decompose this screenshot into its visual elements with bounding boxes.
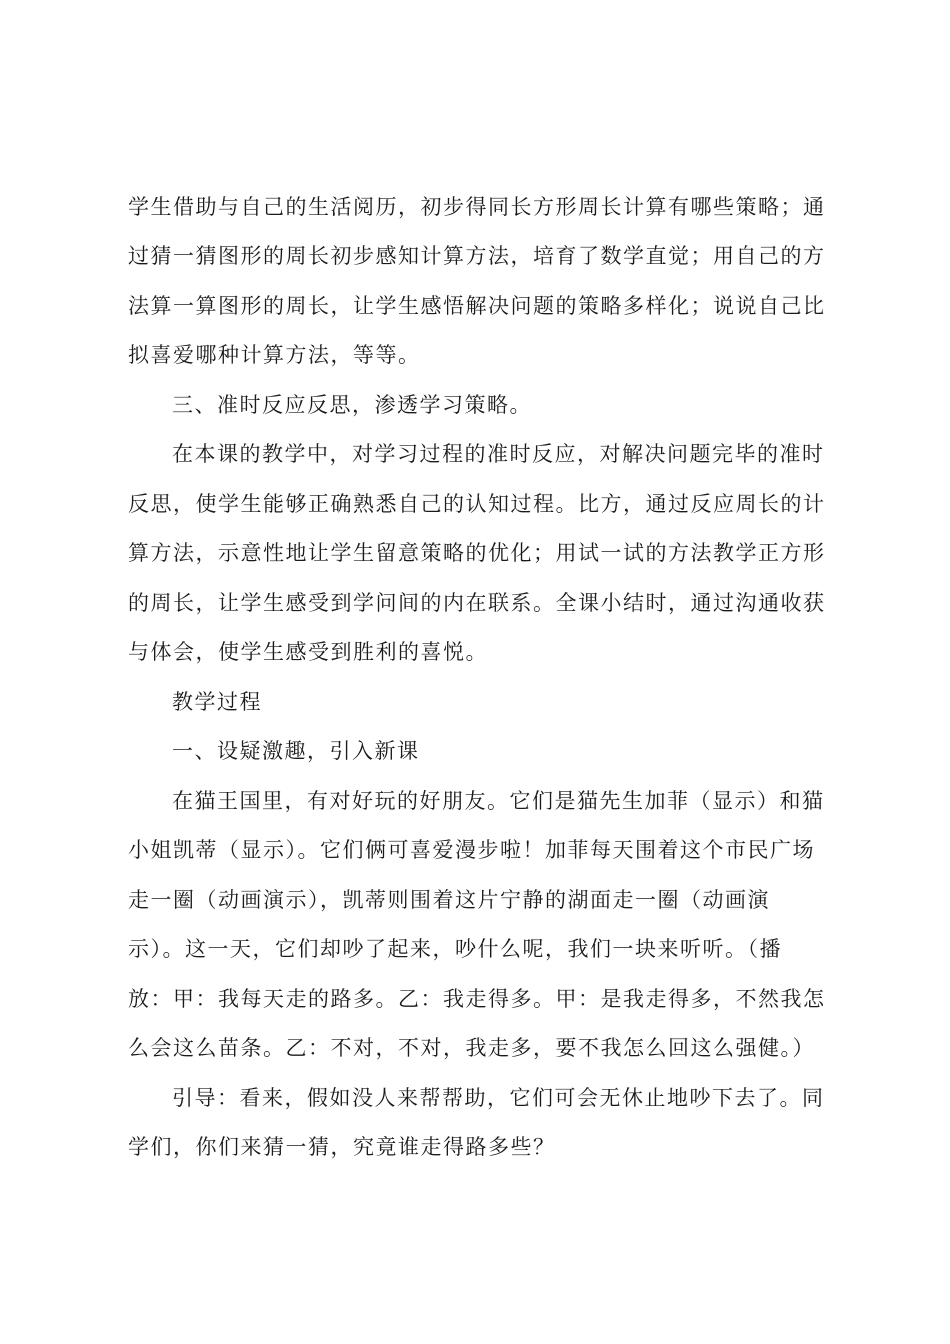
section-heading: 三、准时反应反思，渗透学习策略。 (172, 393, 532, 417)
paragraph-line: 法算一算图形的周长，让学生感悟解决问题的策略多样化；说说自己比 (128, 294, 826, 318)
paragraph-line: 学们，你们来猜一猜，究竟谁走得路多些？ (128, 1135, 556, 1159)
paragraph-line: 拟喜爱哪种计算方法，等等。 (128, 343, 421, 367)
section-heading: 教学过程 (172, 690, 262, 714)
section-heading: 一、设疑激趣，引入新课 (172, 739, 420, 763)
paragraph-line: 引导：看来，假如没人来帮帮助，它们可会无休止地吵下去了。同 (172, 1086, 825, 1110)
paragraph-line: 反思，使学生能够正确熟悉自己的认知过程。比方，通过反应周长的计 (128, 492, 826, 516)
paragraph-line: 在本课的教学中，对学习过程的准时反应，对解决问题完毕的准时 (172, 442, 825, 466)
paragraph-line: 的周长，让学生感受到学问间的内在联系。全课小结时，通过沟通收获 (128, 591, 826, 615)
paragraph-line: 在猫王国里，有对好玩的好朋友。它们是猫先生加菲（显示）和猫 (172, 789, 825, 813)
paragraph-line: 示）。这一天，它们却吵了起来，吵什么呢，我们一块来听听。（播 (128, 937, 782, 961)
paragraph-line: 与体会，使学生感受到胜利的喜悦。 (128, 640, 488, 664)
paragraph-line: 放：甲：我每天走的路多。乙：我走得多。甲：是我走得多，不然我怎 (128, 987, 826, 1011)
paragraph-line: 么会这么苗条。乙：不对，不对，我走多，要不我怎么回这么强健。） (128, 1036, 815, 1060)
paragraph-line: 小姐凯蒂（显示）。它们俩可喜爱漫步啦！加菲每天围着这个市民广场 (128, 838, 815, 862)
paragraph-line: 学生借助与自己的生活阅历，初步得同长方形周长计算有哪些策略；通 (128, 195, 826, 219)
paragraph-line: 算方法，示意性地让学生留意策略的优化；用试一试的方法教学正方形 (128, 541, 826, 565)
paragraph-line: 过猜一猜图形的周长初步感知计算方法，培育了数学直觉；用自己的方 (128, 244, 826, 268)
paragraph-line: 走一圈（动画演示），凯蒂则围着这片宁静的湖面走一圈（动画演 (128, 888, 770, 912)
